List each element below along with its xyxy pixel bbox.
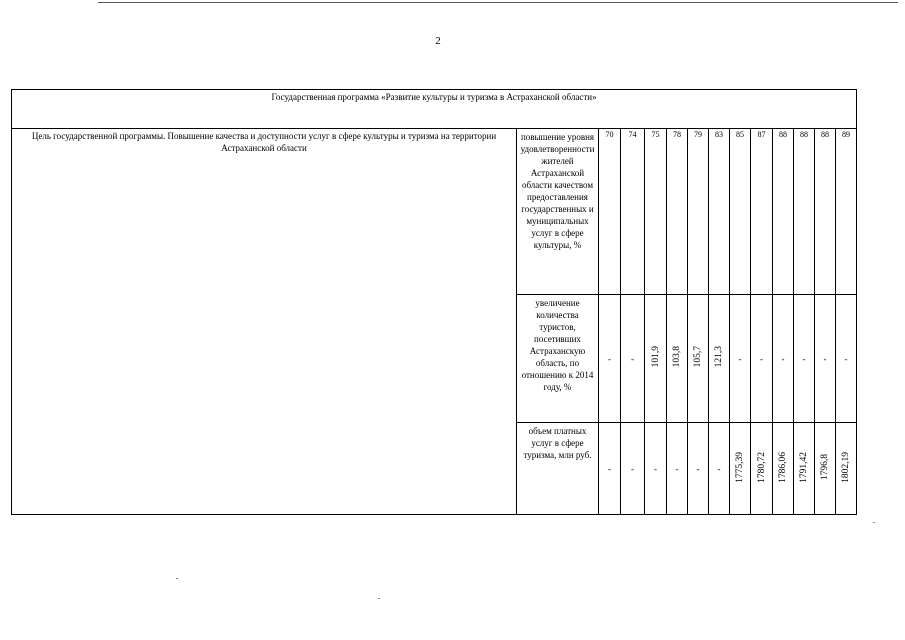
value-cell: 1786,06 [778,451,788,483]
scan-speck [873,522,875,523]
scan-speck [176,578,178,579]
page-number: 2 [435,35,441,47]
value-cell: 1802,19 [841,451,851,483]
value-cell: - [823,353,827,364]
value-cell: 121,3 [714,346,724,368]
value-cell: 1775,39 [735,451,745,483]
indicator-row-satisfaction [12,129,857,295]
value-cell: - [654,463,657,474]
indicator-name-paid-services: объем платных услуг в сфере туризма, млн руб. [517,423,599,515]
program-goal: Цель государственной программы. Повышение качества и доступности услуг в сфере культуры и туризма на территории Астраханской области [12,129,517,515]
value-cell: 88 [794,129,815,295]
value-cell: - [631,353,634,364]
value-cell: - [738,353,742,364]
value-cell: - [608,353,611,364]
scan-speck [378,598,380,599]
value-cell: 1791,42 [799,451,809,483]
value-cell: - [608,463,611,474]
value-cell: - [844,353,848,364]
value-cell: 1780,72 [756,451,767,483]
value-cell: 70 [599,129,621,295]
value-cell: 88 [773,129,794,295]
indicator-name-satisfaction: повышение уровня удовлетворенности жителей Астраханской области качеством предоставления государственных и муниципальных услуг в сфере культуры, % [517,129,599,295]
program-title: Государственная программа «Развитие культуры и туризма в Астраханской области» [12,90,857,129]
value-cell: 1796,8 [820,453,830,481]
value-cell: - [675,463,679,474]
value-cell: 101,9 [650,346,661,368]
value-cell: 75 [645,129,667,295]
value-cell: 103,8 [672,346,682,368]
value-cell: 89 [836,129,857,295]
indicator-name-tourists: увеличение количества туристов, посетивших Астраханскую область, по отношению к 2014 году, % [517,295,599,423]
program-indicators-table [11,89,857,515]
value-cell: 83 [709,129,730,295]
top-border-line [98,2,898,3]
program-title-row [12,90,857,129]
value-cell: 88 [815,129,836,295]
value-cell: 85 [730,129,751,295]
value-cell: - [631,463,634,474]
value-cell: - [760,353,763,364]
value-cell: - [696,463,700,474]
value-cell: 79 [688,129,709,295]
value-cell: - [781,353,785,364]
value-cell: - [717,463,721,474]
value-cell: 78 [667,129,688,295]
value-cell: 105,7 [693,346,703,368]
value-cell: - [802,353,806,364]
value-cell: 87 [751,129,773,295]
value-cell: 74 [621,129,645,295]
